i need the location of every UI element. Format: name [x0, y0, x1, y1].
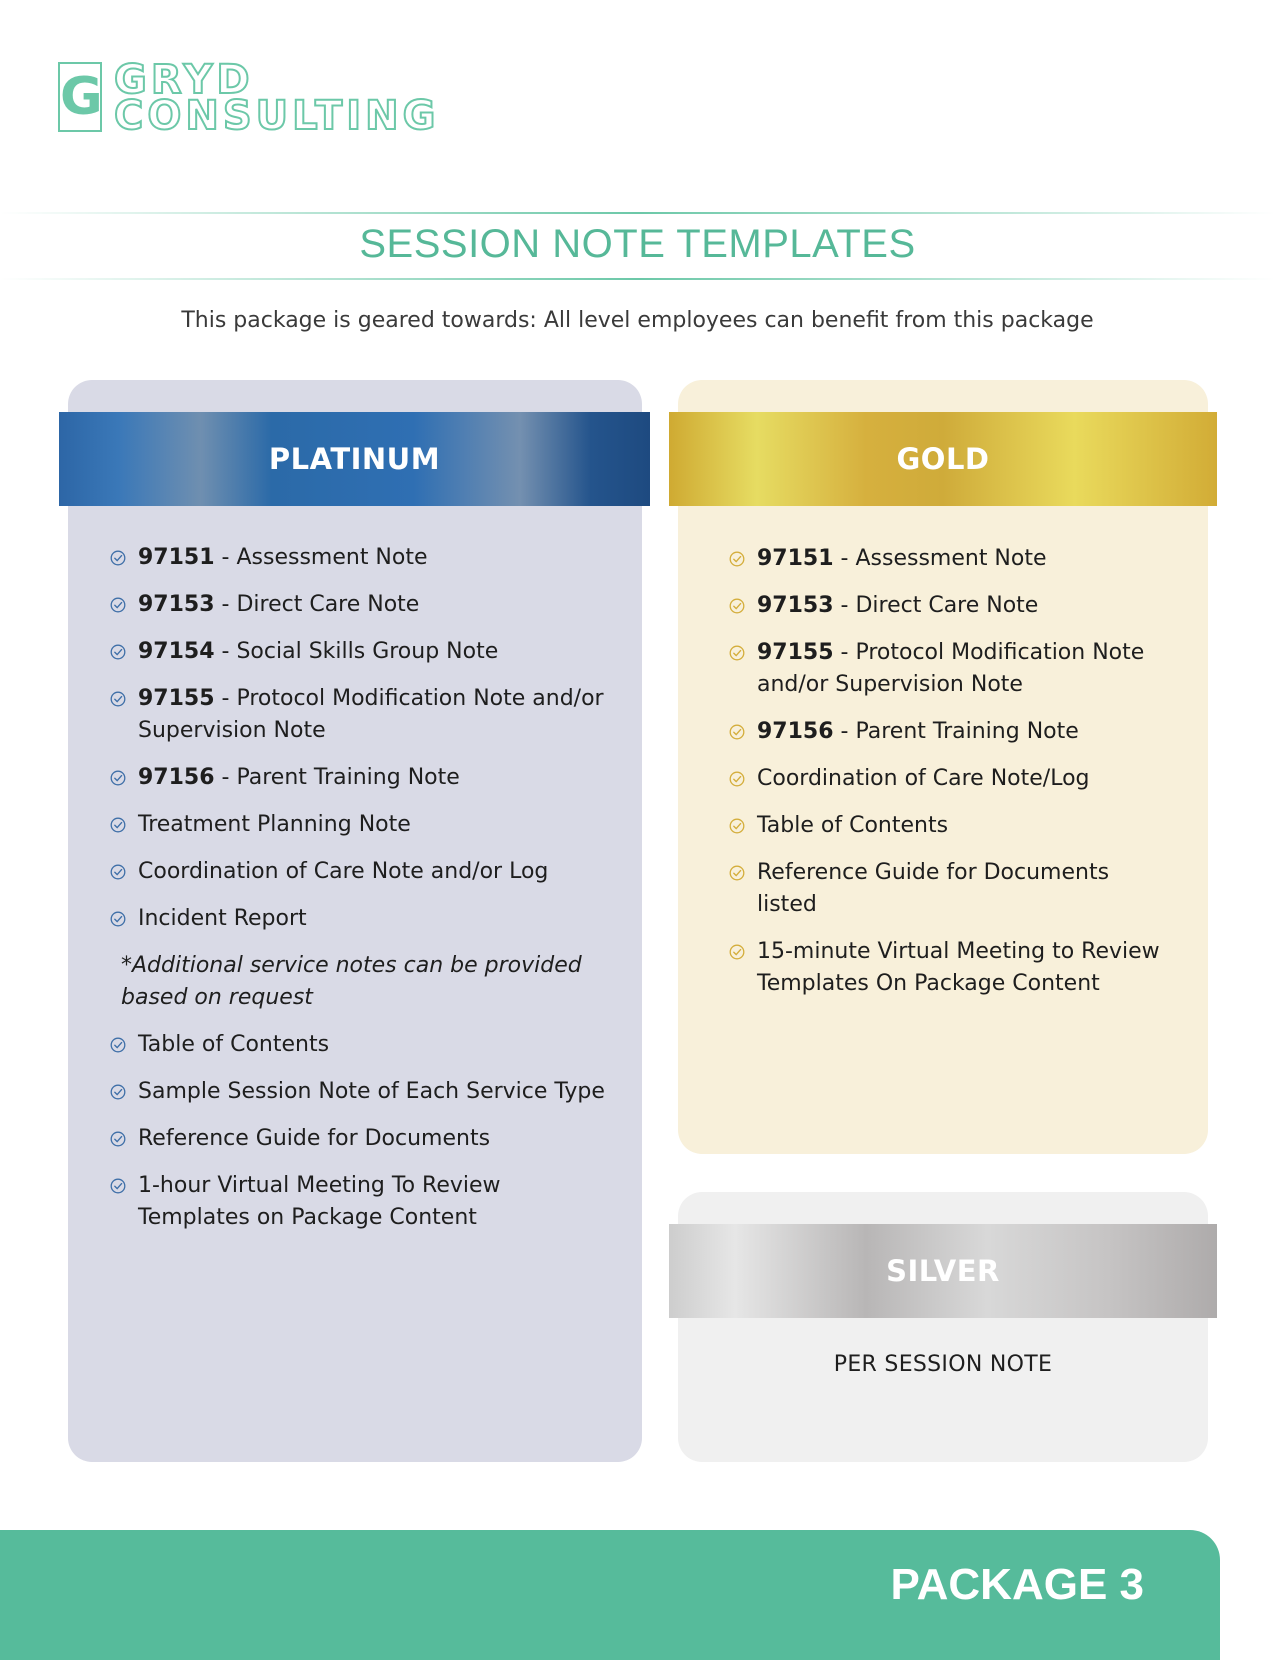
feature-text: Treatment Planning Note	[138, 812, 411, 837]
feature-item	[110, 1076, 610, 1108]
check-circle-icon	[110, 770, 126, 786]
feature-text: - Direct Care Note	[833, 593, 1039, 618]
feature-text: 1-hour Virtual Meeting To Review Templates on Package Content	[138, 1173, 501, 1230]
service-code: 97151	[138, 545, 215, 570]
feature-item	[729, 716, 1169, 748]
gold-header: GOLD	[669, 412, 1217, 506]
feature-item	[729, 543, 1169, 575]
feature-text: Incident Report	[138, 906, 307, 931]
feature-item	[729, 637, 1169, 701]
feature-item	[110, 683, 610, 747]
silver-header: SILVER	[669, 1224, 1217, 1318]
audience-line: This package is geared towards: All level employees can benefit from this package	[181, 308, 1094, 333]
platinum-feature-list	[110, 542, 610, 1249]
check-circle-icon	[110, 911, 126, 927]
additional-notes-remark: *Additional service notes can be provided based on request	[121, 953, 582, 1010]
platinum-header: PLATINUM	[59, 412, 650, 506]
feature-text: Coordination of Care Note/Log	[757, 766, 1090, 791]
check-circle-icon	[110, 691, 126, 707]
check-circle-icon	[729, 724, 745, 740]
check-circle-icon	[729, 865, 745, 881]
service-code: 97155	[138, 686, 215, 711]
feature-item	[110, 762, 610, 794]
feature-text: - Assessment Note	[833, 546, 1047, 571]
check-circle-icon	[110, 1131, 126, 1147]
check-circle-icon	[110, 597, 126, 613]
gold-feature-list	[729, 543, 1169, 1015]
check-circle-icon	[110, 1037, 126, 1053]
check-circle-icon	[110, 817, 126, 833]
feature-item	[110, 589, 610, 621]
feature-item	[110, 542, 610, 574]
service-code: 97154	[138, 639, 215, 664]
service-code: 97151	[757, 546, 834, 571]
check-circle-icon	[110, 1084, 126, 1100]
feature-item	[110, 903, 610, 935]
silver-description: PER SESSION NOTE	[833, 1352, 1053, 1377]
page-title: SESSION NOTE TEMPLATES	[359, 222, 916, 266]
feature-text: 15-minute Virtual Meeting to Review Templates On Package Content	[757, 939, 1160, 996]
check-circle-icon	[729, 818, 745, 834]
title-rule-bottom	[0, 278, 1275, 280]
feature-item	[110, 1029, 610, 1061]
feature-item	[729, 590, 1169, 622]
check-circle-icon	[729, 598, 745, 614]
feature-text: - Social Skills Group Note	[214, 639, 499, 664]
title-rule-top	[0, 212, 1275, 214]
feature-text: - Protocol Modification Note and/or Supervision Note	[757, 640, 1145, 697]
feature-text: - Direct Care Note	[214, 592, 420, 617]
footer-band	[0, 1530, 1220, 1660]
feature-text: - Parent Training Note	[833, 719, 1079, 744]
check-circle-icon	[729, 944, 745, 960]
check-circle-icon	[729, 551, 745, 567]
check-circle-icon	[110, 550, 126, 566]
service-code: 97155	[757, 640, 834, 665]
feature-item	[729, 936, 1169, 1000]
check-circle-icon	[110, 1178, 126, 1194]
check-circle-icon	[110, 644, 126, 660]
service-code: 97156	[138, 765, 215, 790]
feature-text: Reference Guide for Documents listed	[757, 860, 1110, 917]
logo-mark: G	[58, 62, 102, 132]
feature-text: Reference Guide for Documents	[138, 1126, 491, 1151]
check-circle-icon	[110, 864, 126, 880]
logo-text-line-2: CONSULTING	[114, 93, 440, 139]
feature-item	[110, 809, 610, 841]
feature-text: Sample Session Note of Each Service Type	[138, 1079, 605, 1104]
check-circle-icon	[729, 771, 745, 787]
service-code: 97153	[138, 592, 215, 617]
feature-text: Coordination of Care Note and/or Log	[138, 859, 549, 884]
feature-text: Table of Contents	[757, 813, 949, 838]
feature-text: - Protocol Modification Note and/or Supervision Note	[138, 686, 604, 743]
feature-item	[110, 636, 610, 668]
check-circle-icon	[729, 645, 745, 661]
logo-text-line-1: GRYD	[114, 57, 254, 103]
feature-item	[110, 856, 610, 888]
feature-item	[729, 810, 1169, 842]
service-code: 97153	[757, 593, 834, 618]
feature-item	[729, 763, 1169, 795]
feature-item	[729, 857, 1169, 921]
feature-text: Table of Contents	[138, 1032, 330, 1057]
package-label: PACKAGE 3	[890, 1560, 1144, 1609]
feature-text: - Assessment Note	[214, 545, 428, 570]
feature-item	[110, 1123, 610, 1155]
service-code: 97156	[757, 719, 834, 744]
feature-item	[110, 1170, 610, 1234]
feature-text: - Parent Training Note	[214, 765, 460, 790]
